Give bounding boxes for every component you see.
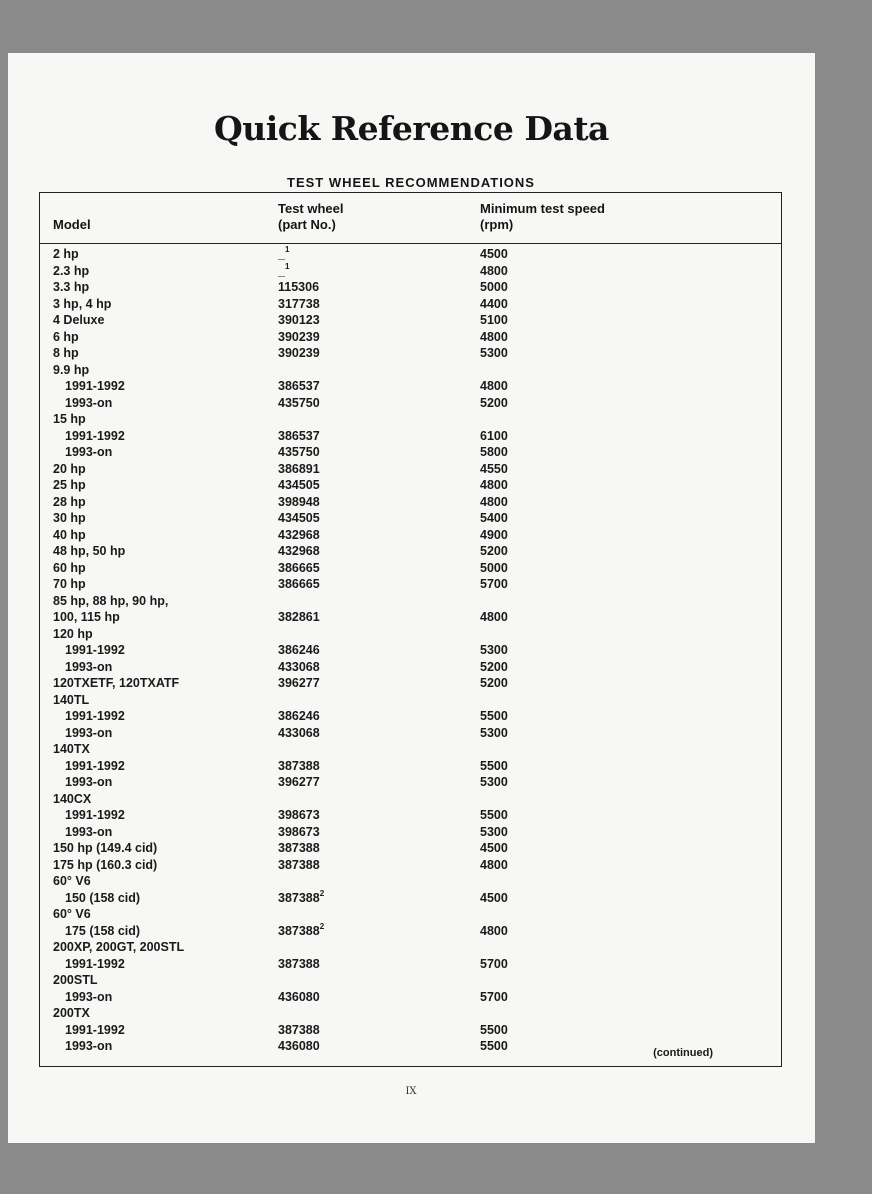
- table-row: [40, 610, 781, 627]
- table-row: [40, 495, 781, 512]
- test-wheel-value: 115306: [278, 280, 320, 294]
- model-cell: 150 hp (149.4 cid): [53, 841, 158, 855]
- model-cell: 200XP, 200GT, 200STL: [53, 940, 185, 954]
- min-speed-cell: 5500: [480, 1022, 508, 1037]
- table-row: [40, 726, 781, 743]
- page-number: IX: [405, 1086, 417, 1097]
- test-wheel-value: 386665: [278, 560, 320, 575]
- test-wheel-value: 436080: [278, 989, 320, 1004]
- header-model: Model: [53, 217, 91, 232]
- model-cell: 120 hp: [53, 626, 93, 641]
- model-cell: 140TX: [53, 742, 90, 756]
- model-cell: 150 (158 cid): [65, 890, 141, 905]
- table-row: [40, 841, 781, 858]
- test-wheel-value: 386537: [278, 379, 320, 393]
- test-wheel-cell: [278, 462, 320, 476]
- min-speed-cell: 4900: [480, 527, 508, 542]
- model-cell: 3.3 hp: [53, 280, 90, 294]
- test-wheel-cell: [278, 495, 320, 509]
- test-wheel-value: 390239: [278, 346, 320, 360]
- min-speed-cell: 5300: [480, 775, 508, 789]
- table-row: [40, 346, 781, 363]
- test-wheel-value: 398673: [278, 808, 320, 822]
- table-row: [40, 825, 781, 842]
- test-wheel-cell: [278, 261, 290, 278]
- min-speed-cell: 5700: [480, 956, 508, 971]
- model-cell: 48 hp, 50 hp: [53, 544, 126, 558]
- test-wheel-value: 434505: [278, 478, 320, 492]
- header-test-wheel-line1: Test wheel: [278, 201, 344, 216]
- test-wheel-value: 382861: [278, 610, 320, 624]
- test-wheel-cell: [278, 858, 320, 872]
- test-wheel-value: 387388: [278, 841, 320, 855]
- min-speed-cell: 4400: [480, 296, 508, 311]
- min-speed-cell: 5100: [480, 313, 508, 327]
- test-wheel-cell: [278, 247, 289, 261]
- model-cell: 200STL: [53, 973, 98, 987]
- test-wheel-value: 386246: [278, 643, 320, 657]
- model-cell: 1991-1992: [65, 709, 125, 723]
- model-cell: 1991-1992: [65, 379, 125, 393]
- model-cell: 1993-on: [65, 989, 113, 1004]
- test-wheel-value: 387388: [278, 758, 320, 773]
- model-cell: 28 hp: [53, 494, 86, 509]
- table-row: [40, 511, 781, 528]
- table-row: [40, 330, 781, 347]
- model-cell: 20 hp: [53, 461, 86, 476]
- table-row: [40, 888, 781, 908]
- min-speed-cell: 5700: [480, 989, 508, 1004]
- table-row: [40, 247, 781, 264]
- test-wheel-value: 433068: [278, 725, 320, 740]
- page-title: Quick Reference Data: [214, 109, 609, 148]
- test-wheel-value: 432968: [278, 527, 320, 542]
- min-speed-cell: 5300: [480, 643, 508, 657]
- reference-table: [39, 192, 782, 1067]
- header-test-wheel-line2: (part No.): [278, 217, 336, 232]
- model-cell: 85 hp, 88 hp, 90 hp,: [53, 593, 169, 608]
- test-wheel-cell: [278, 888, 325, 905]
- table-row: [40, 561, 781, 578]
- min-speed-cell: 5200: [480, 544, 508, 558]
- model-cell: 3 hp, 4 hp: [53, 296, 112, 311]
- header-min-speed: [480, 201, 605, 233]
- table-row: [40, 775, 781, 792]
- model-cell: 1993-on: [65, 824, 113, 839]
- test-wheel-value: 432968: [278, 544, 320, 558]
- min-speed-cell: 5500: [480, 709, 508, 723]
- min-speed-cell: 5500: [480, 808, 508, 822]
- min-speed-cell: 4500: [480, 247, 508, 261]
- model-cell: 1993-on: [65, 775, 113, 789]
- test-wheel-value: 387388: [278, 857, 320, 872]
- model-cell: 60° V6: [53, 907, 91, 921]
- test-wheel-cell: [278, 709, 320, 723]
- min-speed-cell: 4800: [480, 610, 508, 624]
- test-wheel-cell: [278, 808, 320, 822]
- test-wheel-cell: [278, 396, 320, 410]
- test-wheel-value: 386665: [278, 577, 320, 591]
- min-speed-cell: 6100: [480, 428, 508, 443]
- table-row: [40, 907, 781, 924]
- min-speed-cell: 5300: [480, 824, 508, 839]
- min-speed-cell: 4800: [480, 478, 508, 492]
- test-wheel-value: 387388: [278, 956, 320, 971]
- table-row: [40, 1023, 781, 1040]
- test-wheel-cell: [278, 957, 320, 971]
- model-cell: 30 hp: [53, 511, 86, 525]
- test-wheel-value: 387388: [278, 923, 320, 938]
- min-speed-cell: 5300: [480, 725, 508, 740]
- model-cell: 2.3 hp: [53, 263, 90, 278]
- table-row: [40, 396, 781, 413]
- min-speed-cell: 5200: [480, 676, 508, 690]
- footnote-marker: 1: [284, 245, 290, 254]
- test-wheel-cell: [278, 643, 320, 657]
- model-cell: 1993-on: [65, 445, 113, 459]
- test-wheel-cell: [278, 610, 320, 624]
- test-wheel-value: 396277: [278, 676, 320, 690]
- model-cell: 1991-1992: [65, 808, 125, 822]
- min-speed-cell: 4800: [480, 494, 508, 509]
- test-wheel-cell: [278, 676, 320, 690]
- min-speed-cell: 5700: [480, 577, 508, 591]
- model-cell: 25 hp: [53, 478, 86, 492]
- min-speed-cell: 4800: [480, 379, 508, 393]
- model-cell: 2 hp: [53, 247, 79, 261]
- min-speed-cell: 5000: [480, 280, 508, 294]
- test-wheel-value: 398948: [278, 494, 320, 509]
- table-row: [40, 874, 781, 891]
- min-speed-cell: 4800: [480, 329, 508, 344]
- test-wheel-value: 398673: [278, 824, 320, 839]
- test-wheel-cell: [278, 478, 320, 492]
- test-wheel-value: 433068: [278, 659, 320, 674]
- model-cell: 140TL: [53, 692, 90, 707]
- table-row: [40, 313, 781, 330]
- min-speed-cell: 4550: [480, 461, 508, 476]
- min-speed-cell: 5800: [480, 445, 508, 459]
- model-cell: 100, 115 hp: [53, 610, 120, 624]
- model-cell: 1991-1992: [65, 643, 125, 657]
- table-row: [40, 921, 781, 941]
- test-wheel-value: 387388: [278, 890, 320, 905]
- test-wheel-value: 386891: [278, 461, 320, 476]
- model-cell: 1991-1992: [65, 428, 125, 443]
- model-cell: 1993-on: [65, 1039, 113, 1053]
- test-wheel-value: 317738: [278, 296, 320, 311]
- min-speed-cell: 4800: [480, 857, 508, 872]
- min-speed-cell: 5500: [480, 758, 508, 773]
- header-rule: [40, 243, 781, 244]
- table-row: [40, 808, 781, 825]
- model-cell: 175 hp (160.3 cid): [53, 857, 158, 872]
- min-speed-cell: 5200: [480, 395, 508, 410]
- model-cell: 200TX: [53, 1006, 90, 1020]
- test-wheel-cell: [278, 379, 320, 393]
- model-cell: 4 Deluxe: [53, 313, 105, 327]
- table-row: [40, 261, 781, 281]
- test-wheel-value: _: [278, 247, 285, 261]
- table-row: [40, 643, 781, 660]
- model-cell: 140CX: [53, 791, 92, 806]
- test-wheel-value: 434505: [278, 511, 320, 525]
- model-cell: 1993-on: [65, 725, 113, 740]
- test-wheel-cell: [278, 297, 320, 311]
- model-cell: 15 hp: [53, 412, 86, 426]
- model-cell: 1993-on: [65, 659, 113, 674]
- test-wheel-cell: [278, 660, 320, 674]
- test-wheel-cell: [278, 759, 320, 773]
- model-cell: 1991-1992: [65, 956, 125, 971]
- model-cell: 40 hp: [53, 527, 86, 542]
- model-cell: 1991-1992: [65, 758, 125, 773]
- test-wheel-cell: [278, 313, 320, 327]
- model-cell: 1993-on: [65, 395, 113, 410]
- table-row: [40, 594, 781, 611]
- test-wheel-cell: [278, 561, 320, 575]
- test-wheel-value: 386246: [278, 709, 320, 723]
- table-row: [40, 379, 781, 396]
- test-wheel-cell: [278, 1039, 320, 1053]
- model-cell: 70 hp: [53, 577, 86, 591]
- model-cell: 1991-1992: [65, 1022, 125, 1037]
- test-wheel-cell: [278, 841, 320, 855]
- model-cell: 8 hp: [53, 346, 79, 360]
- footnote-marker: 2: [319, 888, 325, 898]
- test-wheel-cell: [278, 1023, 320, 1037]
- test-wheel-value: 390239: [278, 329, 320, 344]
- footnote-marker: 2: [319, 921, 325, 931]
- min-speed-cell: 4500: [480, 890, 508, 905]
- test-wheel-cell: [278, 330, 320, 344]
- test-wheel-value: _: [278, 263, 285, 278]
- test-wheel-cell: [278, 825, 320, 839]
- model-cell: 60° V6: [53, 874, 91, 888]
- header-test-wheel: [278, 201, 344, 233]
- min-speed-cell: 5400: [480, 511, 508, 525]
- model-cell: 120TXETF, 120TXATF: [53, 676, 180, 690]
- test-wheel-cell: [278, 726, 320, 740]
- test-wheel-cell: [278, 528, 320, 542]
- table-row: [40, 528, 781, 545]
- table-row: [40, 940, 781, 957]
- table-row: [40, 544, 781, 561]
- test-wheel-cell: [278, 429, 320, 443]
- table-row: [40, 462, 781, 479]
- table-row: [40, 478, 781, 495]
- table-title: TEST WHEEL RECOMMENDATIONS: [287, 175, 535, 190]
- table-row: [40, 792, 781, 809]
- test-wheel-cell: [278, 577, 320, 591]
- table-row: [40, 363, 781, 380]
- test-wheel-cell: [278, 445, 320, 459]
- min-speed-cell: 5200: [480, 659, 508, 674]
- test-wheel-value: 386537: [278, 428, 320, 443]
- table-row: [40, 957, 781, 974]
- table-row: [40, 429, 781, 446]
- model-cell: 60 hp: [53, 560, 86, 575]
- table-row: [40, 412, 781, 429]
- min-speed-cell: 5500: [480, 1039, 508, 1053]
- min-speed-cell: 5300: [480, 346, 508, 360]
- test-wheel-value: 387388: [278, 1022, 320, 1037]
- footnote-marker: 1: [284, 261, 290, 271]
- test-wheel-cell: [278, 921, 325, 938]
- test-wheel-cell: [278, 511, 320, 525]
- model-cell: 175 (158 cid): [65, 923, 141, 938]
- table-row: [40, 660, 781, 677]
- continued-note: (continued): [653, 1047, 713, 1059]
- table-row: [40, 742, 781, 759]
- test-wheel-cell: [278, 346, 320, 360]
- table-row: [40, 676, 781, 693]
- test-wheel-value: 435750: [278, 395, 320, 410]
- test-wheel-value: 435750: [278, 445, 320, 459]
- table-row: [40, 973, 781, 990]
- test-wheel-cell: [278, 280, 319, 294]
- min-speed-cell: 4800: [480, 923, 508, 938]
- model-cell: 9.9 hp: [53, 362, 90, 377]
- test-wheel-cell: [278, 775, 320, 789]
- test-wheel-value: 396277: [278, 775, 320, 789]
- test-wheel-value: 390123: [278, 313, 320, 327]
- table-row: [40, 693, 781, 710]
- header-min-speed-line1: Minimum test speed: [480, 201, 605, 216]
- test-wheel-cell: [278, 990, 320, 1004]
- table-row: [40, 577, 781, 594]
- header-min-speed-line2: (rpm): [480, 217, 514, 232]
- table-row: [40, 709, 781, 726]
- table-row: [40, 280, 781, 297]
- min-speed-cell: 4800: [480, 263, 508, 278]
- test-wheel-cell: [278, 544, 320, 558]
- document-page: [8, 53, 815, 1143]
- table-row: [40, 297, 781, 314]
- table-row: [40, 759, 781, 776]
- table-row: [40, 627, 781, 644]
- table-body: [40, 247, 781, 1056]
- table-row: [40, 858, 781, 875]
- table-row: [40, 445, 781, 462]
- min-speed-cell: 4500: [480, 841, 508, 855]
- table-row: [40, 990, 781, 1007]
- model-cell: 6 hp: [53, 329, 79, 344]
- table-row: [40, 1006, 781, 1023]
- test-wheel-value: 436080: [278, 1039, 320, 1053]
- min-speed-cell: 5000: [480, 560, 508, 575]
